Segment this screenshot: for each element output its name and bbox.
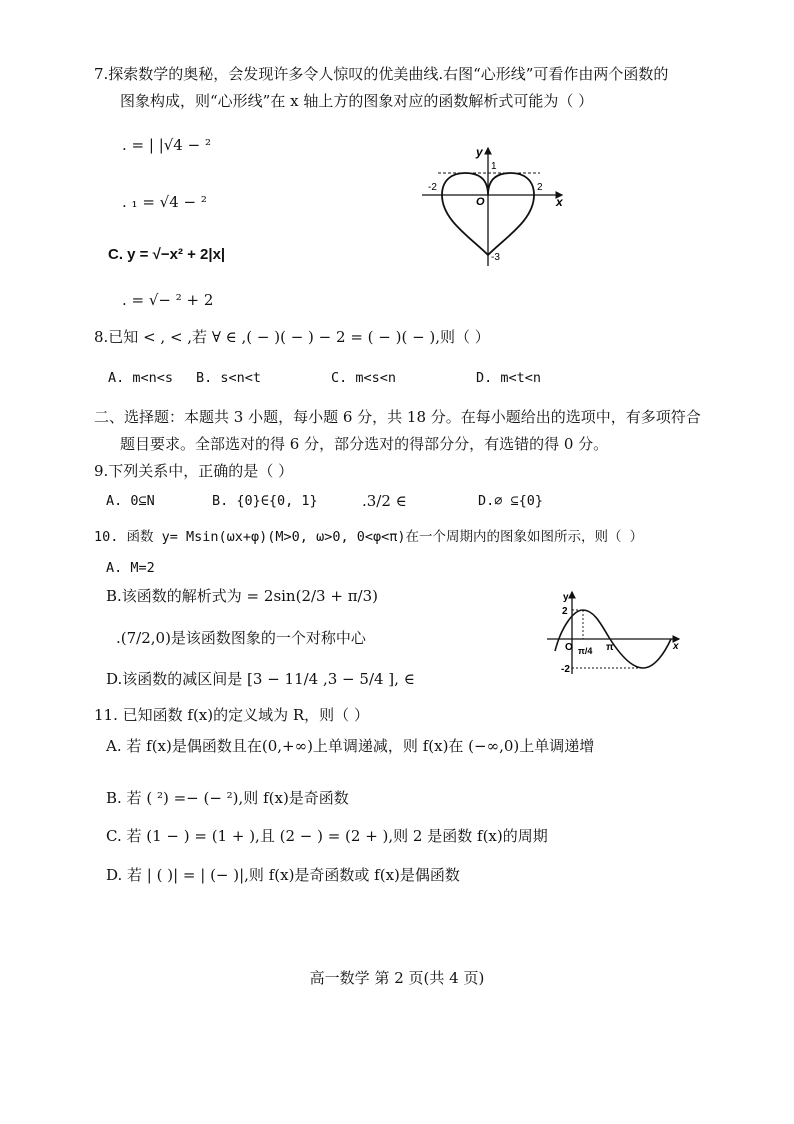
heart-origin-label: O [476, 196, 485, 208]
q8-option-d: D. m<t<n [476, 370, 542, 386]
q9-option-a: A. 0⊆N [106, 493, 155, 509]
sine-pi-tick: π [606, 642, 614, 653]
q9-option-d: D.∅ ⊆{0} [478, 493, 544, 509]
q8-option-b: B. s<n<t [196, 370, 262, 386]
sine-x-axis-label: x [673, 641, 679, 652]
q10-option-b: B.该函数的解析式为 = 2sin(2/3 + π/3) [106, 587, 379, 605]
heart-x-axis-label: x [556, 195, 563, 209]
q9-option-b: B. {0}∈{0, 1} [212, 493, 318, 509]
q10-option-a: A. M=2 [106, 560, 155, 576]
q7-option-a: . = | |√4 − ² [122, 136, 211, 154]
q8-option-c: C. m<s<n [331, 370, 397, 386]
q8-option-a: A. m<n<s [108, 370, 174, 386]
section2-instructions-line1: 二、选择题：本题共 3 小题，每小题 6 分，共 18 分。在每小题给出的选项中，有多项符合 [94, 408, 701, 426]
heart-bottom-tick: -3 [491, 252, 500, 263]
heart-curve-figure [418, 142, 570, 270]
q7-option-d: . = √− ² + 2 [122, 291, 214, 309]
q7-stem-line2: 图象构成，则“心形线”在 x 轴上方的图象对应的函数解析式可能为（ ） [120, 92, 594, 110]
sine-graph-figure [543, 588, 685, 676]
q9-stem: 9.下列关系中，正确的是（ ） [94, 462, 294, 480]
heart-right-tick: 2 [537, 182, 543, 193]
heart-left-tick: -2 [428, 182, 437, 193]
heart-y-axis-label: y [476, 145, 483, 159]
q9-option-c: .3/2 ∈ [362, 492, 407, 510]
q7-stem-line1: 7.探索数学的奥秘，会发现许多令人惊叹的优美曲线.右图“心形线”可看作由两个函数的 [94, 65, 669, 83]
q7-option-c: C. y = √−x² + 2|x| [108, 246, 226, 263]
q8-stem: 8.已知 < , < ,若 ∀ ∈ ,( − )( − ) − 2 = ( − )( − ),则（ ） [94, 328, 490, 346]
sine-origin-label: O [565, 642, 573, 653]
sine-top-tick: 2 [562, 606, 568, 617]
heart-top-tick: 1 [491, 161, 497, 172]
q10-option-c: .(7/2,0)是该函数图象的一个对称中心 [116, 629, 366, 647]
q11-option-b: B. 若 ( ²) =− (− ²),则 f(x)是奇函数 [106, 789, 349, 807]
sine-quarter-pi-tick: π/4 [578, 646, 593, 656]
q11-option-c: C. 若 (1 − ) = (1 + ),且 (2 − ) = (2 + ),则 2 是函数 f(x)的周期 [106, 827, 548, 845]
sine-bottom-tick: -2 [561, 664, 570, 675]
section2-instructions-line2: 题目要求。全部选对的得 6 分，部分选对的得部分分，有选错的得 0 分。 [120, 435, 609, 453]
q11-stem: 11. 已知函数 f(x)的定义域为 R，则（ ） [94, 706, 369, 724]
q7-option-b: . ₁ = √4 − ² [122, 193, 207, 211]
page-footer: 高一数学 第 2 页(共 4 页) [309, 969, 485, 987]
q10-stem: 10. 函数 y= Msin(ωx+φ)(M>0, ω>0, 0<φ<π)在一个周期内的图象如图所示，则（ ） [94, 529, 644, 545]
sine-y-axis-label: y [563, 592, 569, 603]
q11-option-d: D. 若 | ( )| = | (− )|,则 f(x)是奇函数或 f(x)是偶函数 [106, 866, 460, 884]
q11-option-a: A. 若 f(x)是偶函数且在(0,+∞)上单调递减，则 f(x)在 (−∞,0)上单调递增 [106, 737, 595, 755]
q10-option-d: D.该函数的减区间是 [3 − 11/4 ,3 − 5/4 ], ∈ [106, 670, 415, 688]
